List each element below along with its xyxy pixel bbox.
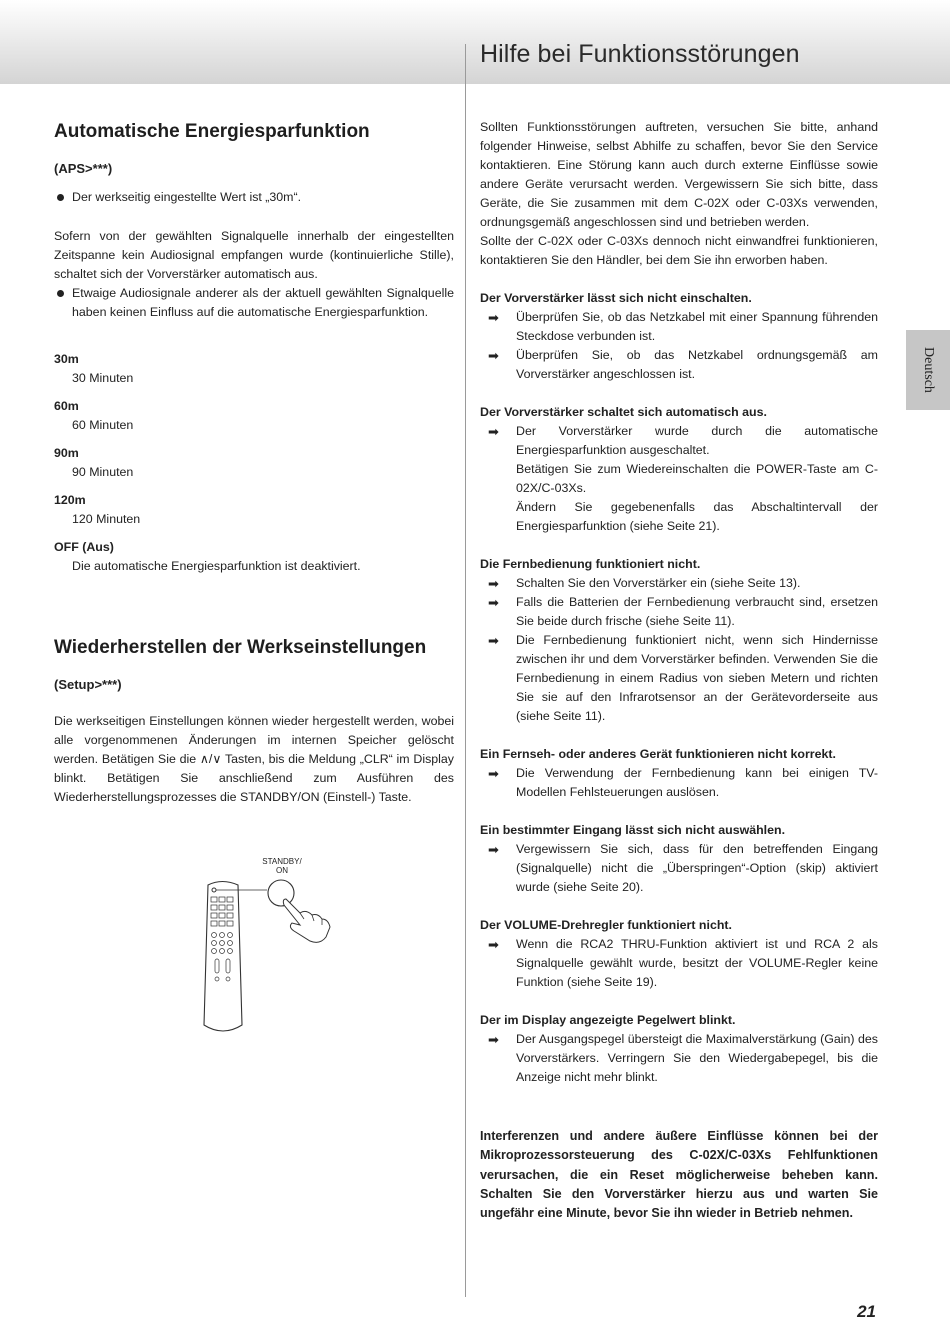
option-desc: 60 Minuten <box>72 418 134 432</box>
solution-step: ➡ Der Ausgangspegel übersteigt die Maximalverstärkung (Gain) des Vorverstärkers. Verringern Sie den Wiedergabepegel, bis die Anzeige nicht mehr blinkt. <box>488 1032 878 1084</box>
option-label: 60m <box>54 399 79 413</box>
option-label: 120m <box>54 493 86 507</box>
aps-options <box>54 350 454 576</box>
page-title: Hilfe bei Funktionsstörungen <box>480 40 800 68</box>
bullet-icon <box>57 290 64 297</box>
option-label: 90m <box>54 446 79 460</box>
arrow-right-icon: ➡ <box>488 424 499 439</box>
problem-title: Der Vorverstärker lässt sich nicht einschalten. <box>480 291 752 305</box>
solution-step-continued: Betätigen Sie zum Wiedereinschalten die POWER-Taste am C-02X/C-03Xs. <box>516 462 878 495</box>
reset-section-title: Wiederherstellen der Werkseinstellungen <box>54 637 427 658</box>
solution-step-continued: Ändern Sie gegebenenfalls das Abschaltintervall der Energiesparfunktion (siehe Seite 21). <box>516 500 878 533</box>
aps-section-title: Automatische Energiesparfunktion <box>54 121 370 142</box>
solution-step: ➡ Vergewissern Sie sich, dass für den betreffenden Eingang (Signalquelle) nicht die „Überspringen“-Option (skip) aktiviert wurde (siehe Seite 20). <box>488 842 878 894</box>
arrow-right-icon: ➡ <box>488 1032 499 1047</box>
aps-description: Sofern von der gewählten Signalquelle innerhalb der eingestellten Zeitspanne kein Audiosignal empfangen wurde (kontinuierliche Stille), schaltet sich der Vorverstärker automatisch aus. <box>54 229 454 281</box>
aps-subtitle: (APS>***) <box>54 161 113 176</box>
problem-title: Der Vorverstärker schaltet sich automatisch aus. <box>480 405 767 419</box>
arrow-right-icon: ➡ <box>488 937 499 952</box>
arrow-right-icon: ➡ <box>488 633 499 648</box>
arrow-right-icon: ➡ <box>488 842 499 857</box>
option-label: OFF (Aus) <box>54 540 114 554</box>
left-column <box>54 118 454 807</box>
remote-control-illustration <box>190 855 340 1037</box>
problem-title: Ein Fernseh- oder anderes Gerät funktionieren nicht korrekt. <box>480 747 836 761</box>
bullet-icon <box>57 194 64 201</box>
arrow-right-icon: ➡ <box>488 310 499 325</box>
option-desc: 30 Minuten <box>72 371 134 385</box>
arrow-right-icon: ➡ <box>488 595 499 610</box>
option-desc: Die automatische Energiesparfunktion ist deaktiviert. <box>72 559 361 573</box>
problem-title: Der VOLUME-Drehregler funktioniert nicht. <box>480 918 732 932</box>
reset-description: Die werkseitigen Einstellungen können wieder hergestellt werden, wobei alle vorgenommenen Änderungen im internen Speicher gelöscht werden. Betätigen Sie die ∧/∨ Tasten, bis die Meldung „CLR“ im Display blinkt. Betätigen Sie anschließend zum Ausführen des Wiederherstellungsprozesses die STANDBY/ON (Einstell-) Taste. <box>54 714 454 804</box>
option-desc: 120 Minuten <box>72 512 141 526</box>
solution-step: ➡ Der Vorverstärker wurde durch die automatische Energiesparfunktion ausgeschaltet. <box>488 424 878 457</box>
problem-title: Der im Display angezeigte Pegelwert blinkt. <box>480 1013 736 1027</box>
problem-title: Die Fernbedienung funktioniert nicht. <box>480 557 701 571</box>
arrow-right-icon: ➡ <box>488 576 499 591</box>
option-desc: 90 Minuten <box>72 465 134 479</box>
solution-step: ➡ Schalten Sie den Vorverstärker ein (siehe Seite 13). <box>488 576 801 591</box>
option-label: 30m <box>54 352 79 366</box>
solution-step: ➡ Falls die Batterien der Fernbedienung verbraucht sind, ersetzen Sie beide durch frische (siehe Seite 11). <box>488 595 878 628</box>
arrow-right-icon: ➡ <box>488 766 499 781</box>
arrow-right-icon: ➡ <box>488 348 499 363</box>
standby-label-line1: STANDBY/ <box>262 857 302 866</box>
aps-bullet-default: Der werkseitig eingestellte Wert ist „30m“. <box>54 188 454 207</box>
column-divider <box>465 44 466 1297</box>
intro-paragraph: Sollten Funktionsstörungen auftreten, versuchen Sie bitte, anhand folgender Hinweise, selbst Abhilfe zu schaffen, bevor Sie den Service kontaktieren. Eine Störung kann auch durch externe Einflüsse sowie andere Geräte verursacht werden. Vergewissern Sie sich bitte, dass Geräte, die Sie zusammen mit dem C-02X oder C-03Xs verwenden, ordnungsgemäß angeschlossen sind und betrieben werden. <box>480 120 878 229</box>
solution-step: ➡ Wenn die RCA2 THRU-Funktion aktiviert ist und RCA 2 als Signalquelle gewählt wurde, besitzt der VOLUME-Regler keine Funktion (siehe Seite 19). <box>488 937 878 989</box>
aps-bullet-note: Etwaige Audiosignale anderer als der aktuell gewählten Signalquelle haben keinen Einfluss auf die automatische Energiesparfunktion. <box>54 284 454 322</box>
language-tab-label: Deutsch <box>921 347 936 393</box>
solution-step: ➡ Überprüfen Sie, ob das Netzkabel mit einer Spannung führenden Steckdose verbunden ist. <box>488 310 878 343</box>
solution-step: ➡ Die Verwendung der Fernbedienung kann bei einigen TV-Modellen Fehlsteuerungen auslösen. <box>488 766 878 799</box>
intro-paragraph-2: Sollte der C-02X oder C-03Xs dennoch nicht einwandfrei funktionieren, kontaktieren Sie den Händler, bei dem Sie ihn erworben haben. <box>480 234 878 267</box>
page-number: 21 <box>857 1302 876 1321</box>
solution-step: ➡ Überprüfen Sie, ob das Netzkabel ordnungsgemäß am Vorverstärker angeschlossen ist. <box>488 348 878 381</box>
problem-title: Ein bestimmter Eingang lässt sich nicht auswählen. <box>480 823 786 837</box>
standby-label-line2: ON <box>276 866 288 875</box>
reset-note: Interferenzen und andere äußere Einflüsse können bei der Mikroprozessorsteuerung des C-02X/C-03Xs Fehlfunktionen verursachen, die ein Reset möglicherweise beheben kann. Schalten Sie den Vorverstärker hierzu aus und warten Sie ungefähr eine Minute, bevor Sie ihn wieder in Betrieb nehmen. <box>480 1129 878 1221</box>
solution-step: ➡ Die Fernbedienung funktioniert nicht, wenn sich Hindernisse zwischen ihr und dem Vorverstärker befinden. Verwenden Sie die Fernbedienung in einem Radius von sieben Metern und richten Sie sie auf den Infrarotsensor an der Gerätevorderseite aus (siehe Seite 11). <box>488 633 878 723</box>
reset-subtitle: (Setup>***) <box>54 677 122 692</box>
language-tab <box>906 330 950 410</box>
header-bar <box>0 0 950 84</box>
right-column <box>480 118 878 1223</box>
